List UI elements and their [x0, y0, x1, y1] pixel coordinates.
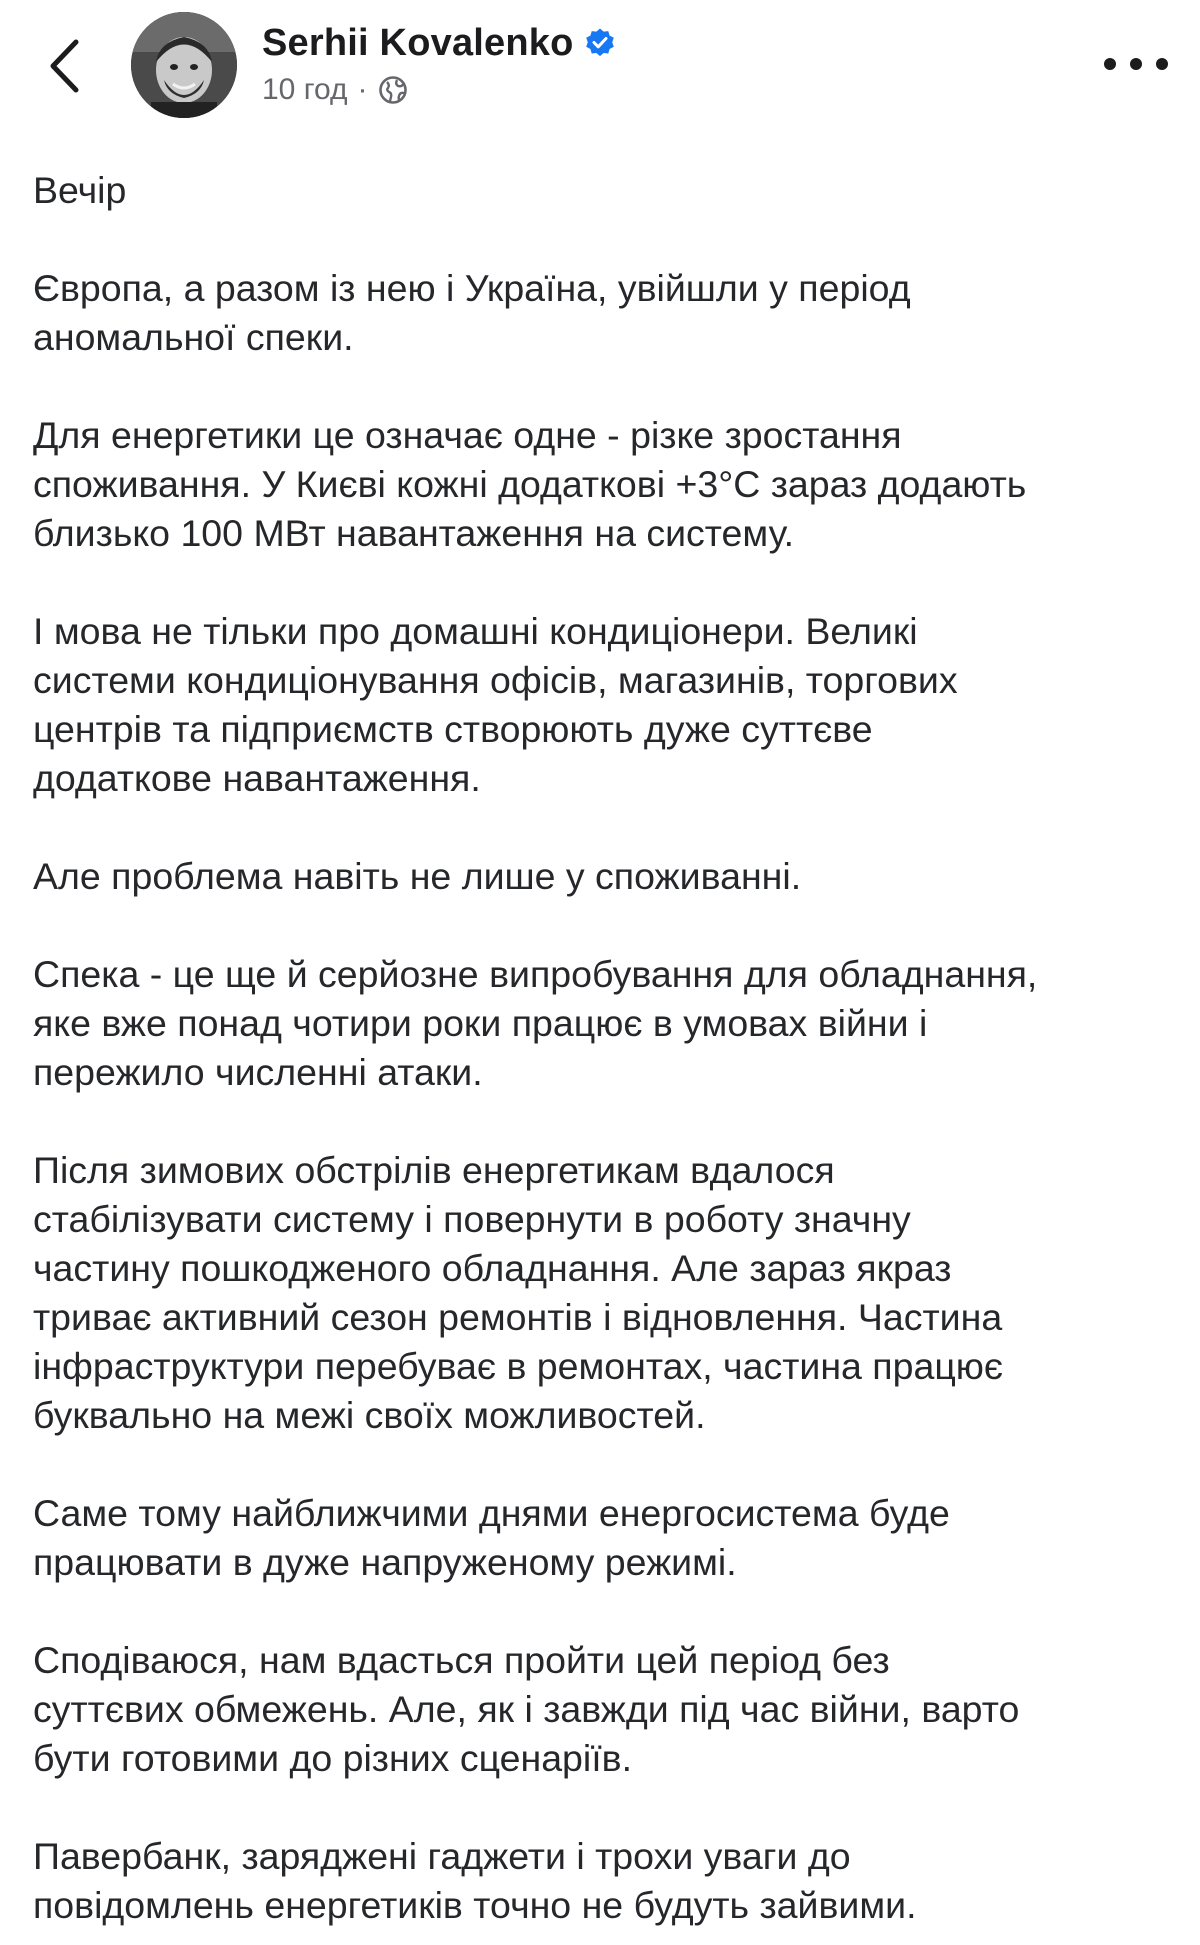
post-text — [33, 166, 1183, 1930]
post-paragraph: Павербанк, заряджені гаджети і трохи уваги до повідомлень енергетиків точно не будуть зайвими. — [33, 1835, 917, 1926]
post-paragraph: Саме тому найближчими днями енергосистема буде працювати в дуже напруженому режимі. — [33, 1492, 950, 1583]
post-paragraph: Але проблема навіть не лише у споживанні. — [33, 855, 802, 897]
post-paragraph: Сподіваюся, нам вдасться пройти цей період без суттєвих обмежень. Але, як і завжди під час війни, варто бути готовими до різних сценаріїв. — [33, 1639, 1020, 1779]
post-header — [0, 0, 1200, 130]
avatar-photo — [131, 12, 237, 118]
verified-badge-icon — [584, 27, 616, 59]
more-options-button[interactable] — [1104, 44, 1168, 84]
post-time[interactable]: 10 год — [262, 73, 348, 106]
more-horizontal-icon — [1104, 58, 1116, 70]
post-meta — [262, 70, 408, 110]
chevron-left-icon — [47, 38, 81, 94]
more-horizontal-icon — [1156, 58, 1168, 70]
meta-separator: · — [357, 73, 368, 106]
post-paragraph: Європа, а разом із нею і Україна, увійшли у період аномальної спеки. — [33, 267, 911, 358]
post-paragraph: Для енергетики це означає одне - різке зростання споживання. У Києві кожні додаткові +3°С зараз додають близько 100 МВт навантаження на систему. — [33, 414, 1027, 554]
back-button[interactable] — [40, 28, 88, 104]
globe-icon — [378, 75, 408, 105]
post-paragraph: Вечір — [33, 169, 127, 211]
author-name[interactable]: Serhii Kovalenko — [262, 21, 574, 64]
more-horizontal-icon — [1130, 58, 1142, 70]
post-paragraph: Після зимових обстрілів енергетикам вдалося стабілізувати систему і повернути в роботу значну частину пошкодженого обладнання. Але зараз якраз триває активний сезон ремонтів і відновлення. Частина інфраструктури перебуває в ремонтах, частина працює буквально на межі своїх можливостей. — [33, 1149, 1004, 1436]
avatar[interactable] — [131, 12, 237, 118]
post-paragraph: Спека - це ще й серйозне випробування для обладнання, яке вже понад чотири роки працює в умовах війни і пережило численні атаки. — [33, 953, 1038, 1093]
post-paragraph: І мова не тільки про домашні кондиціонери. Великі системи кондиціонування офісів, магазинів, торгових центрів та підприємств створюють дуже суттєве додаткове навантаження. — [33, 610, 958, 799]
author-line — [262, 18, 616, 68]
